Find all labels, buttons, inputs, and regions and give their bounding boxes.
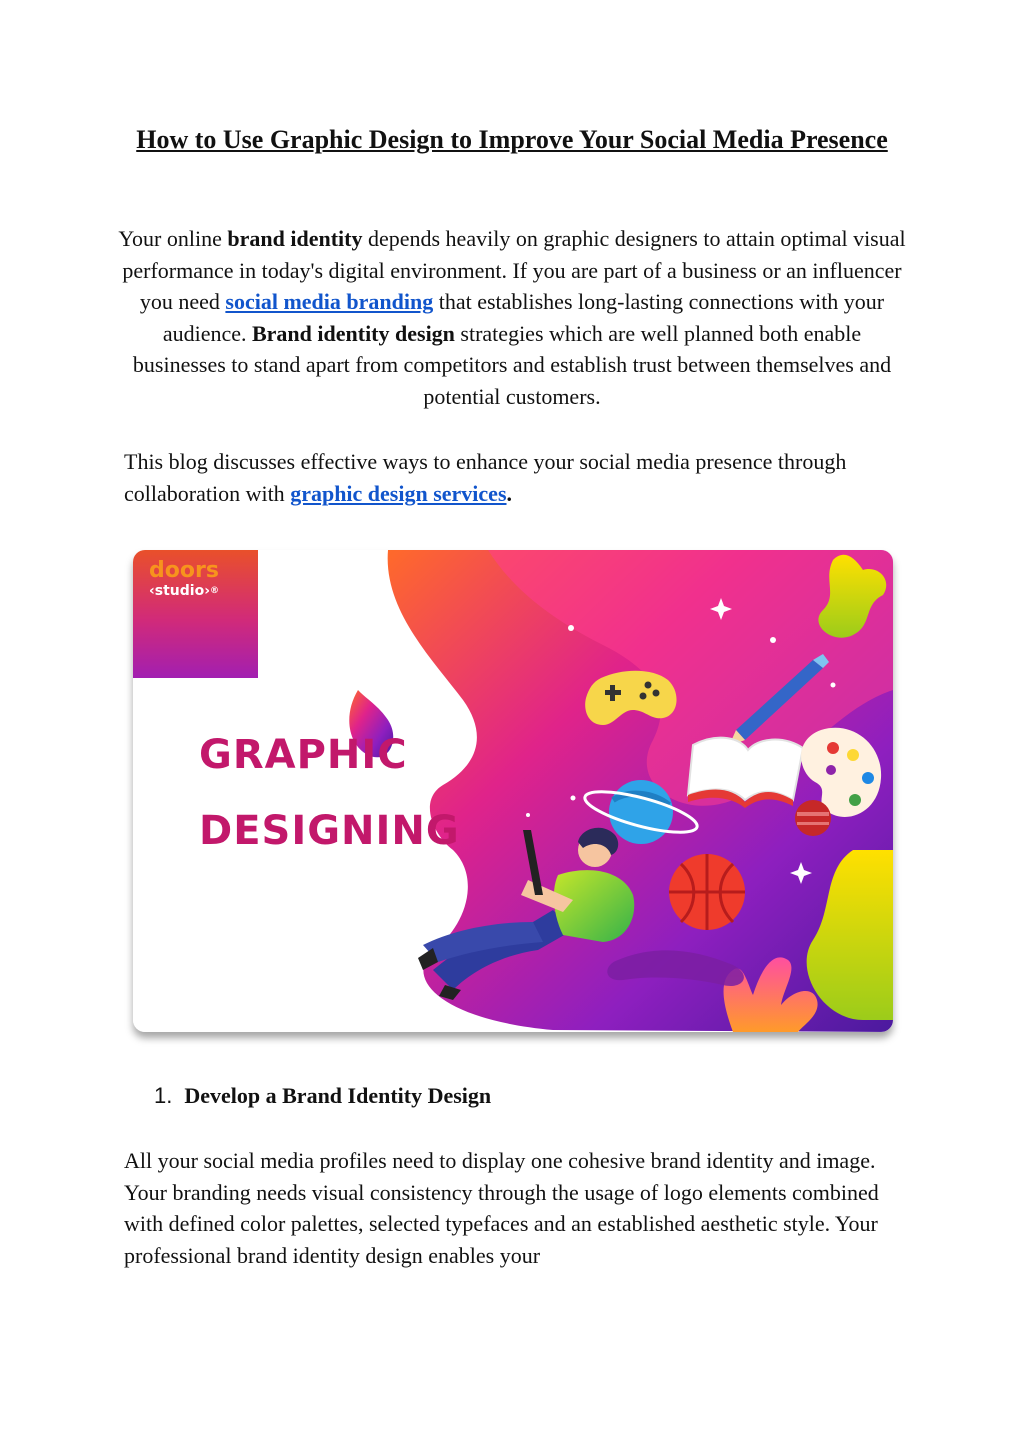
graphic-design-services-link[interactable]: graphic design services	[290, 480, 507, 506]
section-number: 1.	[154, 1083, 173, 1108]
blog-period: .	[506, 480, 513, 506]
small-planet-icon	[795, 800, 831, 836]
blog-text-1: This blog discusses effective ways to enhance your social media presence through collaboration with	[124, 449, 847, 506]
hero-image	[133, 550, 893, 1032]
intro-paragraph	[118, 223, 906, 413]
headline-designing: DESIGNING	[199, 808, 460, 854]
section-heading-1	[154, 1080, 491, 1112]
logo-line-doors: doors	[149, 558, 219, 583]
intro-bold-brand-identity-design: Brand identity design	[251, 320, 455, 346]
logo-studio-text: ‹studio›	[149, 583, 210, 599]
headline-graphic: GRAPHIC	[199, 732, 408, 778]
intro-text-3: that establishes long-lasting connections with your audience.	[162, 289, 885, 346]
intro-text-4: strategies which are well planned both enable businesses to stand apart from competitors and establish trust between themselves and potential customers.	[132, 320, 892, 409]
intro-text-2: depends heavily on graphic designers to attain optimal visual performance in today's digital environment. If you are part of a business or an influencer you need	[122, 226, 906, 315]
social-media-branding-link[interactable]: social media branding	[225, 289, 434, 315]
section-1-paragraph: All your social media profiles need to display one cohesive brand identity and image. Your branding needs visual consistency through the usage of logo elements combined with defined color palettes, selected typefaces and an established aesthetic style. Your professional brand identity design enables your	[124, 1148, 879, 1268]
logo-registered: ®	[209, 586, 219, 596]
intro-text-1: Your online	[118, 226, 228, 251]
intro-bold-brand-identity: brand identity	[227, 226, 363, 251]
brand-logo	[133, 550, 258, 678]
section-heading-text: Develop a Brand Identity Design	[184, 1083, 492, 1108]
page-title: How to Use Graphic Design to Improve Your Social Media Presence	[136, 125, 888, 154]
basketball-icon	[669, 854, 745, 930]
logo-line-studio	[149, 583, 219, 599]
blog-paragraph	[124, 446, 904, 509]
hero-headline	[199, 732, 460, 854]
book-icon	[688, 738, 803, 808]
